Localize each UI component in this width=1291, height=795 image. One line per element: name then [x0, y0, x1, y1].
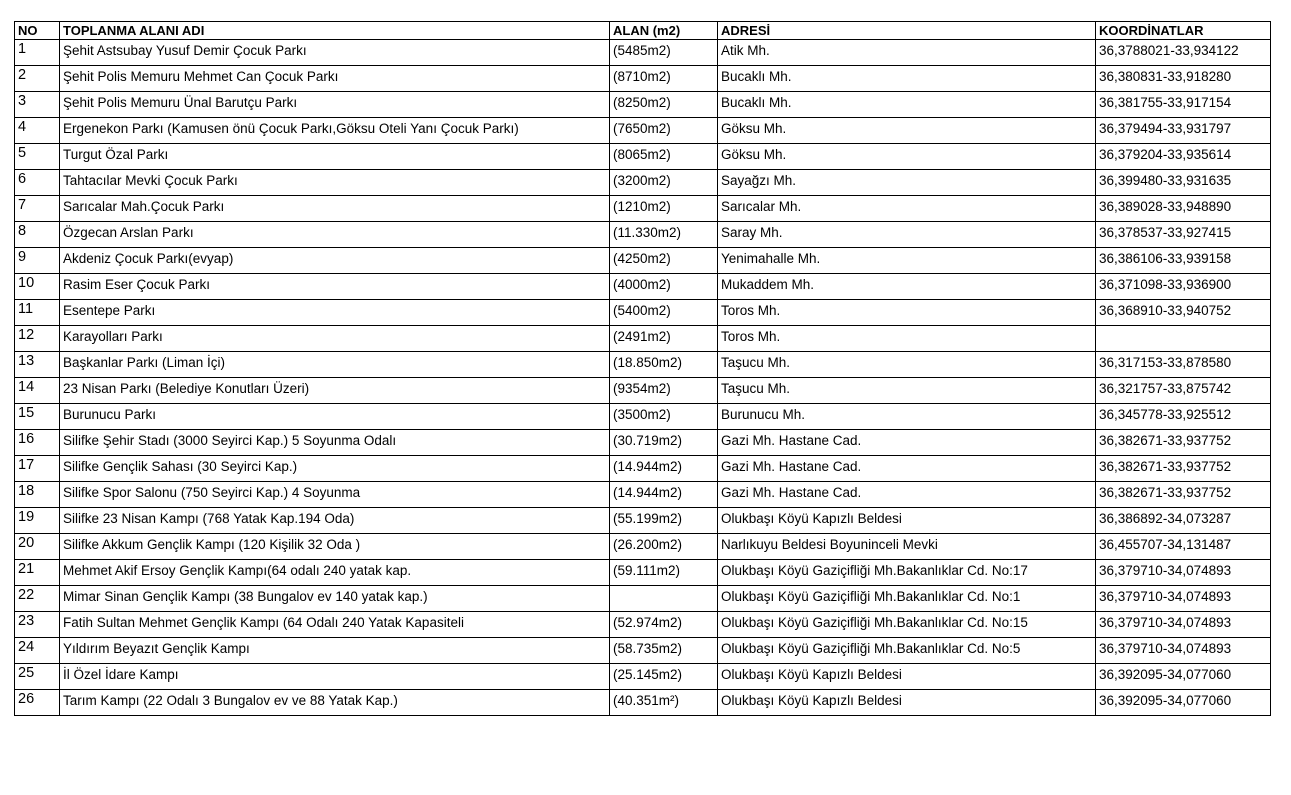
table-header: [15, 22, 1271, 40]
cell-address: Olukbaşı Köyü Gaziçifliği Mh.Bakanlıklar Cd. No:15: [718, 612, 1096, 638]
cell-address: Olukbaşı Köyü Kapızlı Beldesi: [718, 664, 1096, 690]
cell-address: Narlıkuyu Beldesi Boyuninceli Mevki: [718, 534, 1096, 560]
assembly-areas-table: [14, 21, 1271, 716]
cell-name: İl Özel İdare Kampı: [60, 664, 610, 690]
cell-address: Burunucu Mh.: [718, 404, 1096, 430]
cell-area: (58.735m2): [610, 638, 718, 664]
table-row: [15, 534, 1271, 560]
cell-coordinates: 36,382671-33,937752: [1096, 456, 1271, 482]
cell-name: Akdeniz Çocuk Parkı(evyap): [60, 248, 610, 274]
cell-address: Bucaklı Mh.: [718, 92, 1096, 118]
cell-no: 8: [15, 222, 60, 248]
cell-address: Mukaddem Mh.: [718, 274, 1096, 300]
cell-name: Tarım Kampı (22 Odalı 3 Bungalov ev ve 88 Yatak Kap.): [60, 690, 610, 716]
cell-area: (8065m2): [610, 144, 718, 170]
cell-name: Fatih Sultan Mehmet Gençlik Kampı (64 Odalı 240 Yatak Kapasiteli: [60, 612, 610, 638]
cell-area: (8250m2): [610, 92, 718, 118]
cell-coordinates: 36,381755-33,917154: [1096, 92, 1271, 118]
cell-address: Toros Mh.: [718, 326, 1096, 352]
cell-coordinates: 36,379710-34,074893: [1096, 586, 1271, 612]
header-address: ADRESİ: [718, 22, 1096, 40]
cell-name: Ergenekon Parkı (Kamusen önü Çocuk Parkı,Göksu Oteli Yanı Çocuk Parkı): [60, 118, 610, 144]
cell-no: 19: [15, 508, 60, 534]
cell-area: (40.351m²): [610, 690, 718, 716]
header-no: NO: [15, 22, 60, 40]
cell-no: 15: [15, 404, 60, 430]
table-row: [15, 378, 1271, 404]
header-coordinates: KOORDİNATLAR: [1096, 22, 1271, 40]
cell-address: Göksu Mh.: [718, 144, 1096, 170]
cell-name: Mimar Sinan Gençlik Kampı (38 Bungalov ev 140 yatak kap.): [60, 586, 610, 612]
cell-name: Sarıcalar Mah.Çocuk Parkı: [60, 196, 610, 222]
cell-coordinates: 36,368910-33,940752: [1096, 300, 1271, 326]
table-row: [15, 690, 1271, 716]
table-row: [15, 144, 1271, 170]
table-row: [15, 612, 1271, 638]
table-row: [15, 170, 1271, 196]
table-row: [15, 508, 1271, 534]
cell-area: (14.944m2): [610, 456, 718, 482]
cell-no: 16: [15, 430, 60, 456]
cell-no: 22: [15, 586, 60, 612]
cell-area: (30.719m2): [610, 430, 718, 456]
table-row: [15, 638, 1271, 664]
cell-coordinates: 36,380831-33,918280: [1096, 66, 1271, 92]
cell-area: (25.145m2): [610, 664, 718, 690]
cell-no: 7: [15, 196, 60, 222]
cell-no: 17: [15, 456, 60, 482]
cell-address: Saray Mh.: [718, 222, 1096, 248]
cell-address: Taşucu Mh.: [718, 352, 1096, 378]
cell-area: (1210m2): [610, 196, 718, 222]
cell-area: (18.850m2): [610, 352, 718, 378]
table-row: [15, 118, 1271, 144]
cell-coordinates: 36,386106-33,939158: [1096, 248, 1271, 274]
table-row: [15, 300, 1271, 326]
cell-address: Toros Mh.: [718, 300, 1096, 326]
table-row: [15, 40, 1271, 66]
cell-no: 14: [15, 378, 60, 404]
cell-coordinates: [1096, 326, 1271, 352]
table-row: [15, 586, 1271, 612]
cell-address: Gazi Mh. Hastane Cad.: [718, 456, 1096, 482]
cell-name: Başkanlar Parkı (Liman İçi): [60, 352, 610, 378]
cell-no: 26: [15, 690, 60, 716]
cell-name: Silifke Akkum Gençlik Kampı (120 Kişilik 32 Oda ): [60, 534, 610, 560]
cell-coordinates: 36,389028-33,948890: [1096, 196, 1271, 222]
cell-coordinates: 36,379204-33,935614: [1096, 144, 1271, 170]
cell-area: (3200m2): [610, 170, 718, 196]
table-row: [15, 326, 1271, 352]
cell-coordinates: 36,382671-33,937752: [1096, 482, 1271, 508]
cell-no: 20: [15, 534, 60, 560]
cell-coordinates: 36,392095-34,077060: [1096, 690, 1271, 716]
cell-no: 4: [15, 118, 60, 144]
cell-coordinates: 36,379710-34,074893: [1096, 612, 1271, 638]
cell-address: Olukbaşı Köyü Kapızlı Beldesi: [718, 690, 1096, 716]
cell-coordinates: 36,386892-34,073287: [1096, 508, 1271, 534]
cell-area: (55.199m2): [610, 508, 718, 534]
cell-coordinates: 36,321757-33,875742: [1096, 378, 1271, 404]
cell-coordinates: 36,3788021-33,934122: [1096, 40, 1271, 66]
cell-no: 24: [15, 638, 60, 664]
cell-area: (2491m2): [610, 326, 718, 352]
cell-no: 5: [15, 144, 60, 170]
cell-no: 1: [15, 40, 60, 66]
cell-area: (4250m2): [610, 248, 718, 274]
table-row: [15, 482, 1271, 508]
cell-address: Yenimahalle Mh.: [718, 248, 1096, 274]
cell-no: 21: [15, 560, 60, 586]
table-body: [15, 40, 1271, 716]
cell-name: Tahtacılar Mevki Çocuk Parkı: [60, 170, 610, 196]
cell-name: Burunucu Parkı: [60, 404, 610, 430]
cell-coordinates: 36,379710-34,074893: [1096, 638, 1271, 664]
cell-address: Olukbaşı Köyü Gaziçifliği Mh.Bakanlıklar Cd. No:17: [718, 560, 1096, 586]
cell-area: (4000m2): [610, 274, 718, 300]
cell-coordinates: 36,379494-33,931797: [1096, 118, 1271, 144]
cell-address: Taşucu Mh.: [718, 378, 1096, 404]
cell-name: Turgut Özal Parkı: [60, 144, 610, 170]
cell-no: 9: [15, 248, 60, 274]
table-row: [15, 352, 1271, 378]
cell-no: 18: [15, 482, 60, 508]
cell-address: Göksu Mh.: [718, 118, 1096, 144]
cell-name: Şehit Polis Memuru Ünal Barutçu Parkı: [60, 92, 610, 118]
cell-address: Atik Mh.: [718, 40, 1096, 66]
cell-name: Şehit Polis Memuru Mehmet Can Çocuk Parkı: [60, 66, 610, 92]
cell-name: Özgecan Arslan Parkı: [60, 222, 610, 248]
cell-address: Bucaklı Mh.: [718, 66, 1096, 92]
table-row: [15, 196, 1271, 222]
header-row: [15, 22, 1271, 40]
table-row: [15, 404, 1271, 430]
cell-coordinates: 36,392095-34,077060: [1096, 664, 1271, 690]
cell-address: Sayağzı Mh.: [718, 170, 1096, 196]
header-area: ALAN (m2): [610, 22, 718, 40]
cell-name: Silifke Şehir Stadı (3000 Seyirci Kap.) 5 Soyunma Odalı: [60, 430, 610, 456]
table-row: [15, 92, 1271, 118]
cell-name: 23 Nisan Parkı (Belediye Konutları Üzeri): [60, 378, 610, 404]
cell-coordinates: 36,345778-33,925512: [1096, 404, 1271, 430]
table-row: [15, 222, 1271, 248]
cell-address: Sarıcalar Mh.: [718, 196, 1096, 222]
cell-name: Silifke Gençlik Sahası (30 Seyirci Kap.): [60, 456, 610, 482]
cell-name: Şehit Astsubay Yusuf Demir Çocuk Parkı: [60, 40, 610, 66]
cell-no: 23: [15, 612, 60, 638]
cell-area: (59.111m2): [610, 560, 718, 586]
cell-name: Silifke Spor Salonu (750 Seyirci Kap.) 4 Soyunma: [60, 482, 610, 508]
cell-name: Rasim Eser Çocuk Parkı: [60, 274, 610, 300]
cell-area: (3500m2): [610, 404, 718, 430]
cell-no: 3: [15, 92, 60, 118]
cell-area: [610, 586, 718, 612]
cell-coordinates: 36,382671-33,937752: [1096, 430, 1271, 456]
cell-no: 13: [15, 352, 60, 378]
cell-coordinates: 36,399480-33,931635: [1096, 170, 1271, 196]
cell-no: 11: [15, 300, 60, 326]
cell-no: 25: [15, 664, 60, 690]
cell-area: (26.200m2): [610, 534, 718, 560]
table-row: [15, 560, 1271, 586]
cell-coordinates: 36,379710-34,074893: [1096, 560, 1271, 586]
table-row: [15, 430, 1271, 456]
cell-address: Gazi Mh. Hastane Cad.: [718, 482, 1096, 508]
table-row: [15, 66, 1271, 92]
cell-area: (52.974m2): [610, 612, 718, 638]
cell-area: (14.944m2): [610, 482, 718, 508]
cell-name: Yıldırım Beyazıt Gençlik Kampı: [60, 638, 610, 664]
cell-area: (9354m2): [610, 378, 718, 404]
cell-name: Karayolları Parkı: [60, 326, 610, 352]
cell-address: Olukbaşı Köyü Kapızlı Beldesi: [718, 508, 1096, 534]
cell-address: Olukbaşı Köyü Gaziçifliği Mh.Bakanlıklar Cd. No:1: [718, 586, 1096, 612]
table-row: [15, 248, 1271, 274]
cell-no: 12: [15, 326, 60, 352]
cell-area: (8710m2): [610, 66, 718, 92]
cell-address: Gazi Mh. Hastane Cad.: [718, 430, 1096, 456]
table-row: [15, 664, 1271, 690]
cell-no: 10: [15, 274, 60, 300]
table-row: [15, 274, 1271, 300]
cell-name: Silifke 23 Nisan Kampı (768 Yatak Kap.194 Oda): [60, 508, 610, 534]
cell-coordinates: 36,455707-34,131487: [1096, 534, 1271, 560]
cell-address: Olukbaşı Köyü Gaziçifliği Mh.Bakanlıklar Cd. No:5: [718, 638, 1096, 664]
cell-area: (7650m2): [610, 118, 718, 144]
cell-name: Esentepe Parkı: [60, 300, 610, 326]
cell-coordinates: 36,378537-33,927415: [1096, 222, 1271, 248]
cell-no: 6: [15, 170, 60, 196]
cell-area: (11.330m2): [610, 222, 718, 248]
cell-area: (5485m2): [610, 40, 718, 66]
cell-name: Mehmet Akif Ersoy Gençlik Kampı(64 odalı 240 yatak kap.: [60, 560, 610, 586]
table-row: [15, 456, 1271, 482]
header-name: TOPLANMA ALANI ADI: [60, 22, 610, 40]
cell-no: 2: [15, 66, 60, 92]
cell-coordinates: 36,317153-33,878580: [1096, 352, 1271, 378]
cell-coordinates: 36,371098-33,936900: [1096, 274, 1271, 300]
cell-area: (5400m2): [610, 300, 718, 326]
